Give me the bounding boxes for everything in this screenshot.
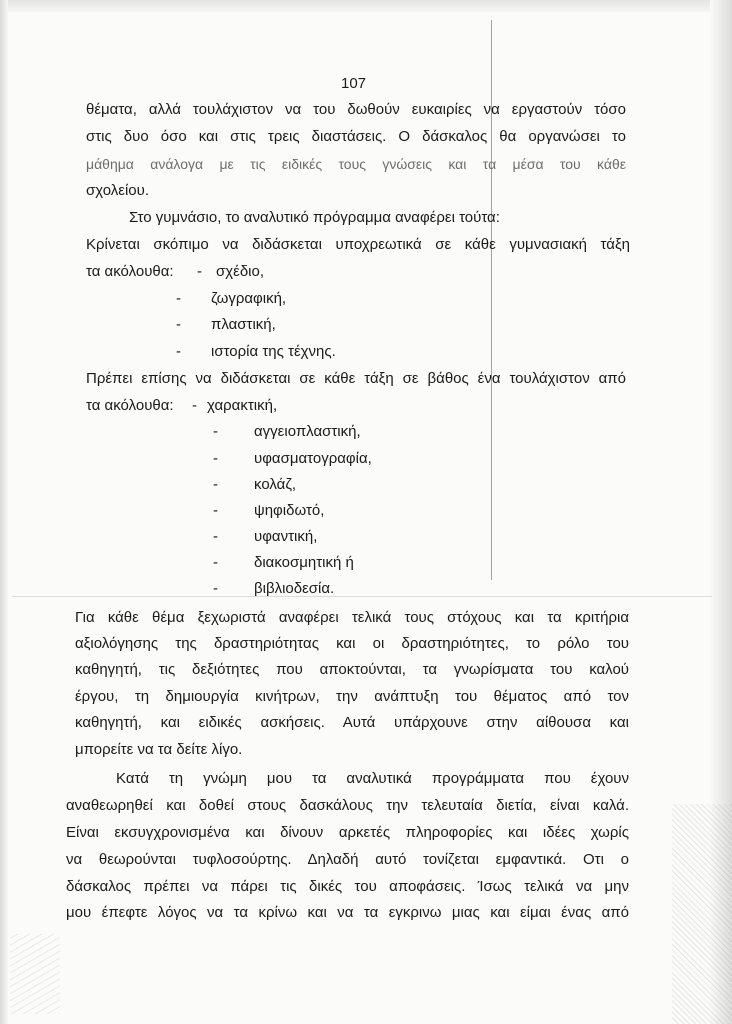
list-item: υφασματογραφία, bbox=[254, 450, 372, 467]
list-dash: - bbox=[213, 450, 218, 467]
text-line: τα ακόλουθα: bbox=[86, 263, 174, 280]
list-item: ζωγραφική, bbox=[211, 290, 287, 307]
list-dash: - bbox=[176, 343, 181, 360]
list-dash: - bbox=[176, 316, 181, 333]
page-number: 107 bbox=[341, 75, 367, 92]
text-line: μάθημα ανάλογα με τις ειδικές τους γνώσεις και τα μέσα του κάθε bbox=[86, 156, 626, 172]
scan-edge-top bbox=[0, 0, 732, 12]
text-line: καθηγητή, και ειδικές ασκήσεις. Αυτά υπάρχουνε στην αίθουσα και bbox=[75, 714, 629, 731]
list-dash: - bbox=[213, 476, 218, 493]
text-line: Κατά τη γνώμη μου τα αναλυτικά προγράμματα που έχουν bbox=[116, 770, 629, 787]
text-line: να θεωρούνται τυφλοσούρτης. Δηλαδή αυτό τονίζεται εμφαντικά. Οτι ο bbox=[66, 851, 629, 868]
list-item: πλαστική, bbox=[211, 316, 276, 333]
text-line: Για κάθε θέμα ξεχωριστά αναφέρει τελικά τους στόχους και τα κριτήρια bbox=[75, 609, 629, 626]
list-dash: - bbox=[197, 263, 202, 280]
list-item: σχέδιο, bbox=[216, 263, 265, 280]
list-item: υφαντική, bbox=[254, 528, 318, 545]
list-item: αγγειοπλαστική, bbox=[254, 423, 361, 440]
text-line: Στο γυμνάσιο, το αναλυτικό πρόγραμμα αναφέρει τούτα: bbox=[129, 209, 500, 226]
text-line: αξιολόγησης της δραστηριότητας και οι δραστηριότητες, το ρόλο του bbox=[75, 635, 629, 652]
list-item: ψηφιδωτό, bbox=[254, 502, 325, 519]
list-item: ιστορία της τέχνης. bbox=[211, 343, 336, 360]
list-dash: - bbox=[192, 397, 197, 414]
text-line: στις δυο όσο και στις τρεις διαστάσεις. Ο δάσκαλος θα οργανώσει το bbox=[86, 128, 626, 145]
scan-edge-left bbox=[0, 0, 8, 1024]
list-dash: - bbox=[213, 423, 218, 440]
text-line: σχολείου. bbox=[86, 182, 150, 199]
text-line: μπορείτε να τα δείτε λίγο. bbox=[75, 741, 243, 758]
list-item: διακοσμητική ή bbox=[254, 554, 354, 571]
text-line: δάσκαλος πρέπει να πάρει τις δικές του αποφάσεις. Ίσως τελικά να μην bbox=[66, 878, 629, 895]
list-dash: - bbox=[213, 502, 218, 519]
list-item: βιβλιοδεσία. bbox=[254, 580, 335, 597]
fold-line-horizontal bbox=[12, 596, 712, 597]
text-line: Πρέπει επίσης να διδάσκεται σε κάθε τάξη σε βάθος ένα τουλάχιστον από bbox=[86, 370, 626, 387]
list-item: κολάζ, bbox=[254, 476, 297, 493]
text-line: Κρίνεται σκόπιμο να διδάσκεται υποχρεωτικά σε κάθε γυμνασιακή τάξη bbox=[86, 236, 630, 253]
scan-noise-bottom-left bbox=[10, 934, 60, 1014]
text-line: αναθεωρηθεί και δοθεί στους δασκάλους την τελευταία διετία, είναι καλά. bbox=[66, 797, 629, 814]
text-line: Είναι εκσυγχρονισμένα και δίνουν αρκετές πληροφορίες και ιδέες χωρίς bbox=[66, 824, 629, 841]
scan-noise-bottom-right bbox=[672, 804, 732, 1024]
list-dash: - bbox=[213, 554, 218, 571]
list-dash: - bbox=[176, 290, 181, 307]
text-line: τα ακόλουθα: bbox=[86, 397, 174, 414]
text-line: θέματα, αλλά τουλάχιστον να του δωθούν ευκαιρίες να εργαστούν τόσο bbox=[86, 101, 626, 118]
list-item: χαρακτική, bbox=[207, 397, 278, 414]
text-line: έργου, τη δημιουργία κινήτρων, την ανάπτυξη του θέματος από τον bbox=[75, 688, 629, 705]
list-dash: - bbox=[213, 528, 218, 545]
list-dash: - bbox=[213, 580, 218, 597]
text-line: μου έπεφτε λόγος να τα κρίνω και να τα εγκρινω μιας και είμαι ένας από bbox=[66, 904, 629, 921]
text-line: καθηγητή, τις δεξιότητες που αποκτούνται, τα γνωρίσματα του καλού bbox=[75, 661, 629, 678]
